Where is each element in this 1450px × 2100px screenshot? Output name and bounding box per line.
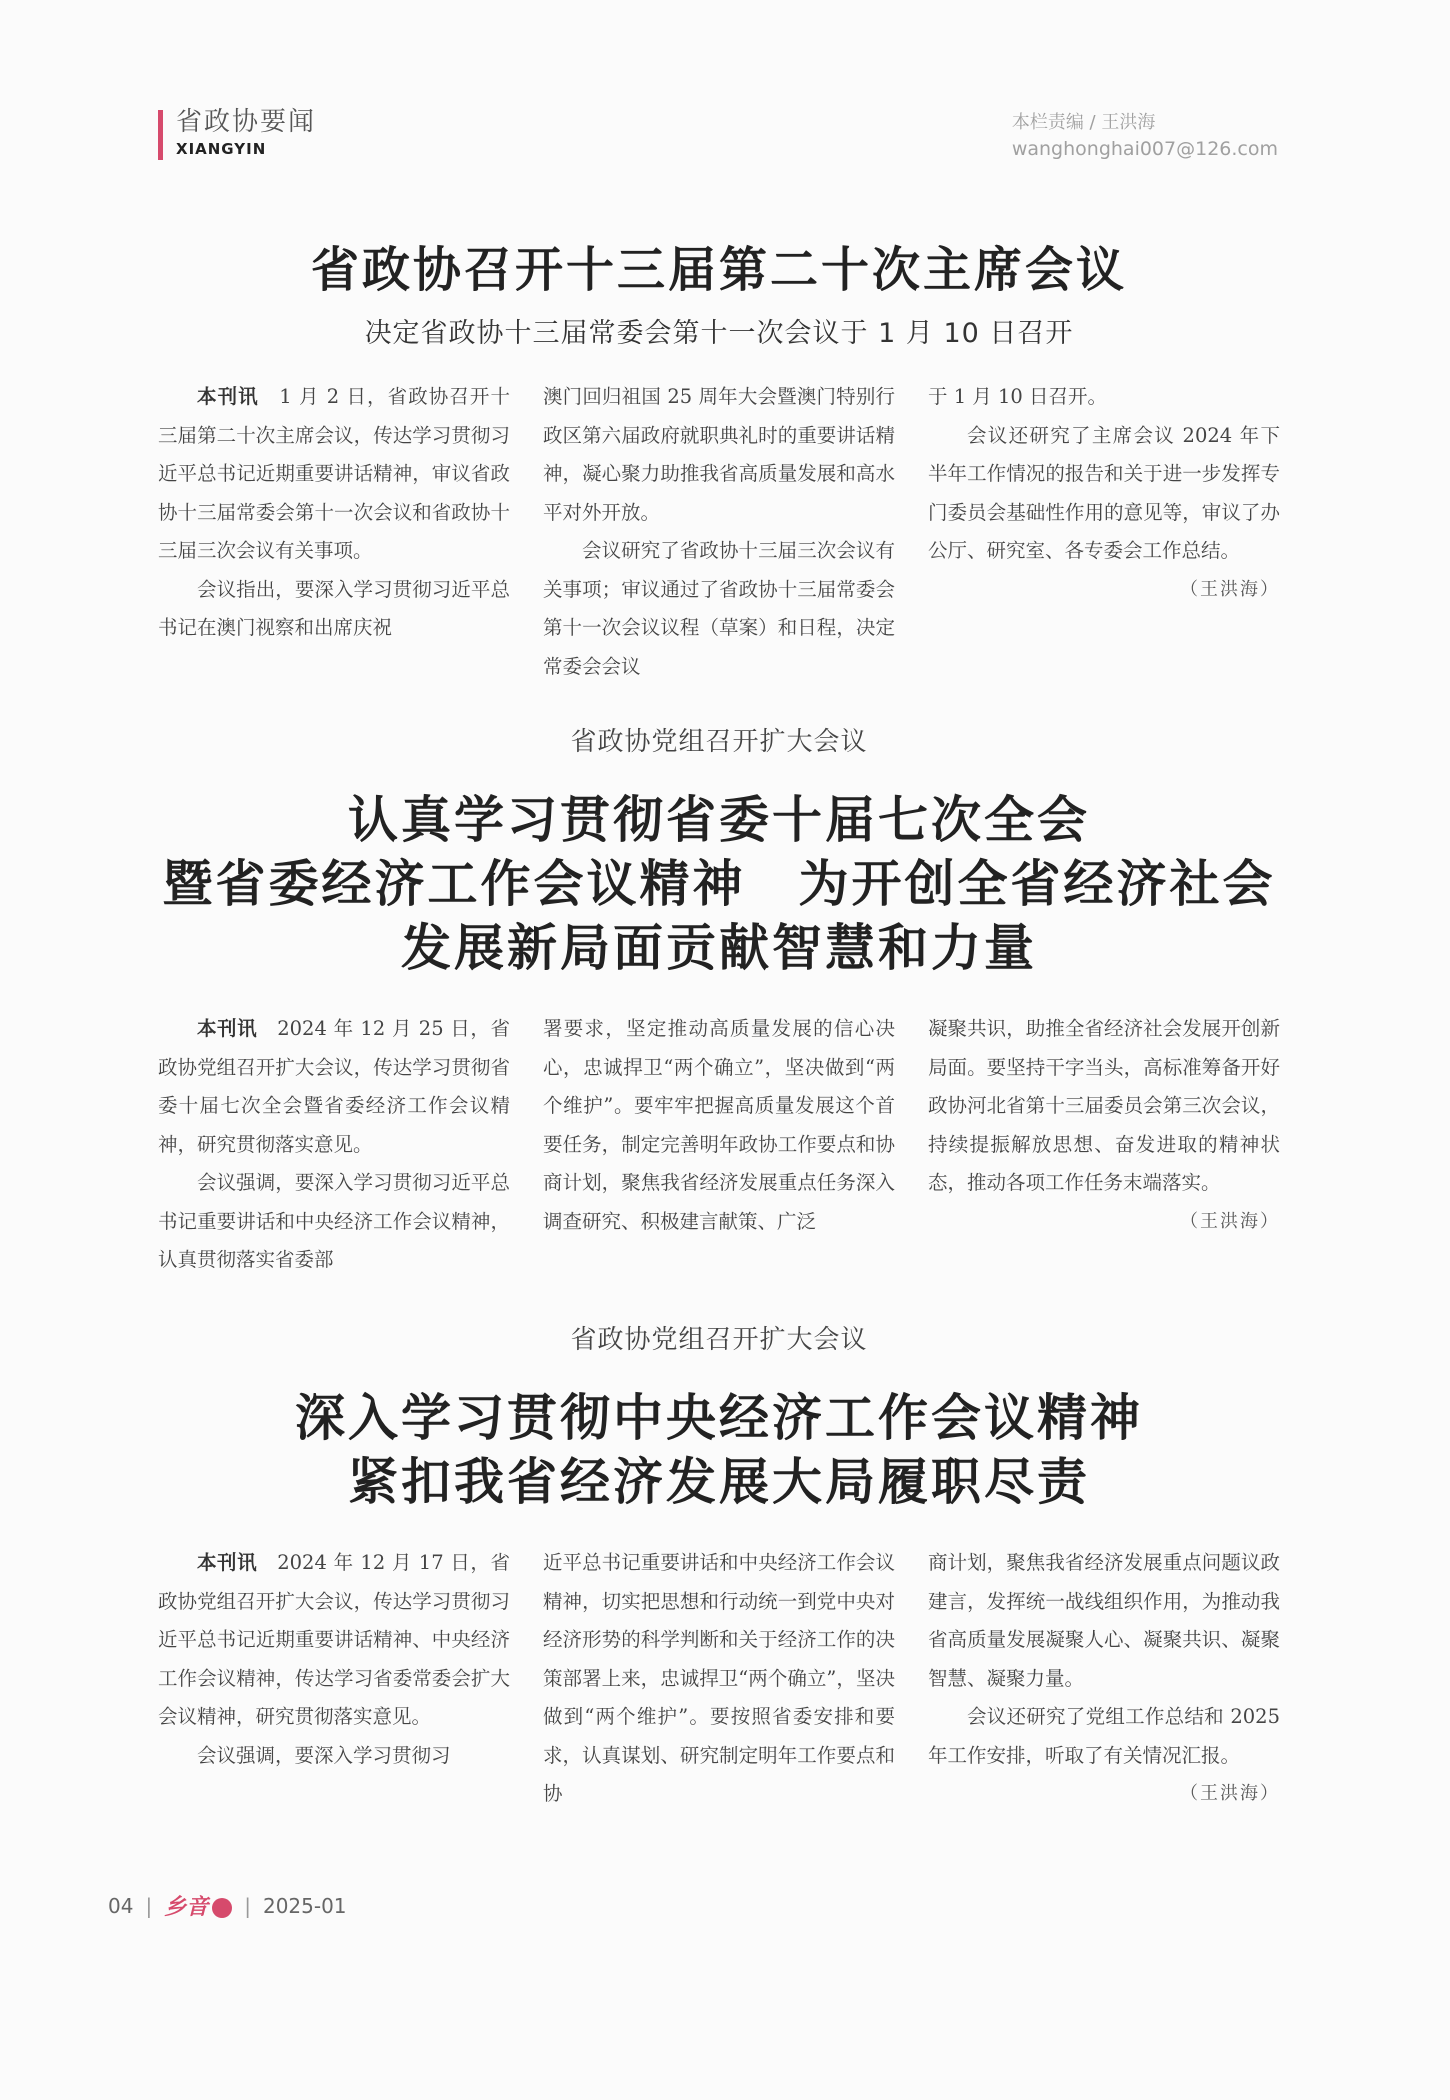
- magazine-logo-icon: [212, 1898, 232, 1918]
- paragraph: 2024 年 12 月 17 日，省政协党组召开扩大会议，传达学习贯彻习近平总书记近期重要讲话精神、中央经济工作会议精神，传达学习省委常委会扩大会议精神，研究贯彻落实意见。: [158, 1551, 510, 1728]
- article-2: [158, 724, 1280, 1280]
- article-3-title: [158, 1386, 1280, 1514]
- article-3-body: [158, 1544, 1280, 1814]
- article-2-column-3: [928, 1010, 1280, 1280]
- article-3-title-line: 深入学习贯彻中央经济工作会议精神: [295, 1389, 1143, 1447]
- paragraph: 凝聚共识，助推全省经济社会发展开创新局面。要坚持干字当头，高标准筹备开好政协河北省第十三届委员会第三次会议，持续提振解放思想、奋发进取的精神状态，推动各项工作任务末端落实。: [928, 1017, 1280, 1194]
- paragraph: 会议指出，要深入学习贯彻习近平总书记在澳门视察和出席庆祝: [158, 577, 510, 639]
- article-2-lead: 本刊讯: [197, 1017, 258, 1040]
- article-1-body: [158, 378, 1280, 686]
- section-title: 省政协要闻: [176, 107, 317, 137]
- page-footer: [108, 1890, 347, 1921]
- section-title-english: XIANGYIN: [176, 140, 267, 158]
- article-3-lead: 本刊讯: [197, 1551, 258, 1574]
- article-2-title-line: 发展新局面贡献智慧和力量: [401, 919, 1037, 977]
- magazine-logo: 乡音: [164, 1895, 209, 1920]
- issue-number: 2025-01: [262, 1893, 347, 1918]
- section-accent-bar: [158, 110, 163, 160]
- paragraph: 2024 年 12 月 25 日，省政协党组召开扩大会议，传达学习贯彻省委十届七次全会暨省委经济工作会议精神，研究贯彻落实意见。: [158, 1017, 510, 1156]
- article-2-byline: （王洪海）: [1180, 1210, 1280, 1232]
- paragraph: 1 月 2 日，省政协召开十三届第二十次主席会议，传达学习贯彻习近平总书记近期重要讲话精神，审议省政协十三届常委会第十一次会议和省政协十三届三次会议有关事项。: [158, 385, 510, 562]
- footer-separator: |: [145, 1893, 153, 1918]
- paragraph: 商计划，聚焦我省经济发展重点问题议政建言，发挥统一战线组织作用，为推动我省高质量发展凝聚人心、凝聚共识、凝聚智慧、凝聚力量。: [928, 1551, 1280, 1690]
- article-3-column-3: [928, 1544, 1280, 1814]
- paragraph: 会议强调，要深入学习贯彻习: [197, 1743, 451, 1767]
- article-1: [158, 238, 1280, 686]
- article-1-column-3: [928, 378, 1280, 686]
- article-3: [158, 1322, 1280, 1814]
- section-tag: [158, 106, 316, 164]
- article-1-byline: （王洪海）: [1180, 578, 1280, 600]
- paragraph: 近平总书记重要讲话和中央经济工作会议精神，切实把思想和行动统一到党中央对经济形势的科学判断和关于经济工作的决策部署上来，忠诚捍卫“两个确立”，坚决做到“两个维护”。要按照省委安排和要求，认真谋划、研究制定明年工作要点和协: [543, 1551, 895, 1805]
- article-1-column-2: [543, 378, 895, 686]
- paragraph: 澳门回归祖国 25 周年大会暨澳门特别行政区第六届政府就职典礼时的重要讲话精神，凝心聚力助推我省高质量发展和高水平对外开放。: [543, 385, 895, 524]
- article-2-column-1: [158, 1010, 510, 1280]
- paragraph: 会议还研究了党组工作总结和 2025 年工作安排，听取了有关情况汇报。: [928, 1705, 1280, 1767]
- article-2-column-2: [543, 1010, 895, 1280]
- article-3-column-2: [543, 1544, 895, 1814]
- article-1-lead: 本刊讯: [197, 385, 259, 408]
- article-3-title-line: 紧扣我省经济发展大局履职尽责: [348, 1453, 1090, 1511]
- article-1-subtitle: 决定省政协十三届常委会第十一次会议于 1 月 10 日召开: [364, 318, 1074, 349]
- editor-email: wanghonghai007@126.com: [1011, 138, 1278, 160]
- article-2-title-line: 认真学习贯彻省委十届七次全会: [348, 791, 1090, 849]
- paragraph: 署要求，坚定推动高质量发展的信心决心，忠诚捍卫“两个确立”，坚决做到“两个维护”。要牢牢把握高质量发展这个首要任务，制定完善明年政协工作要点和协商计划，聚焦我省经济发展重点任务深入调查研究、积极建言献策、广泛: [543, 1017, 895, 1233]
- article-3-kicker: 省政协党组召开扩大会议: [570, 1325, 868, 1355]
- article-2-body: [158, 1010, 1280, 1280]
- article-2-title-line: 暨省委经济工作会议精神 为开创全省经济社会: [162, 855, 1276, 913]
- paragraph: 会议研究了省政协十三届三次会议有关事项；审议通过了省政协十三届常委会第十一次会议议程（草案）和日程，决定常委会会议: [543, 539, 895, 678]
- article-3-byline: （王洪海）: [1180, 1783, 1280, 1804]
- article-2-title: [158, 788, 1280, 980]
- article-2-kicker: 省政协党组召开扩大会议: [570, 727, 868, 757]
- paragraph: 会议强调，要深入学习贯彻习近平总书记重要讲话和中央经济工作会议精神，认真贯彻落实省委部: [158, 1171, 510, 1271]
- article-1-column-1: [158, 378, 510, 686]
- article-3-column-1: [158, 1544, 510, 1814]
- paragraph: 于 1 月 10 日召开。: [928, 385, 1108, 408]
- paragraph: 会议还研究了主席会议 2024 年下半年工作情况的报告和关于进一步发挥专门委员会基础性作用的意见等，审议了办公厅、研究室、各专委会工作总结。: [928, 423, 1280, 562]
- editor-info: [1012, 110, 1278, 162]
- editor-line: 本栏责编 / 王洪海: [1011, 112, 1156, 133]
- footer-separator: |: [244, 1893, 251, 1918]
- article-1-title: 省政协召开十三届第二十次主席会议: [310, 242, 1127, 298]
- page-number: 04: [108, 1893, 134, 1918]
